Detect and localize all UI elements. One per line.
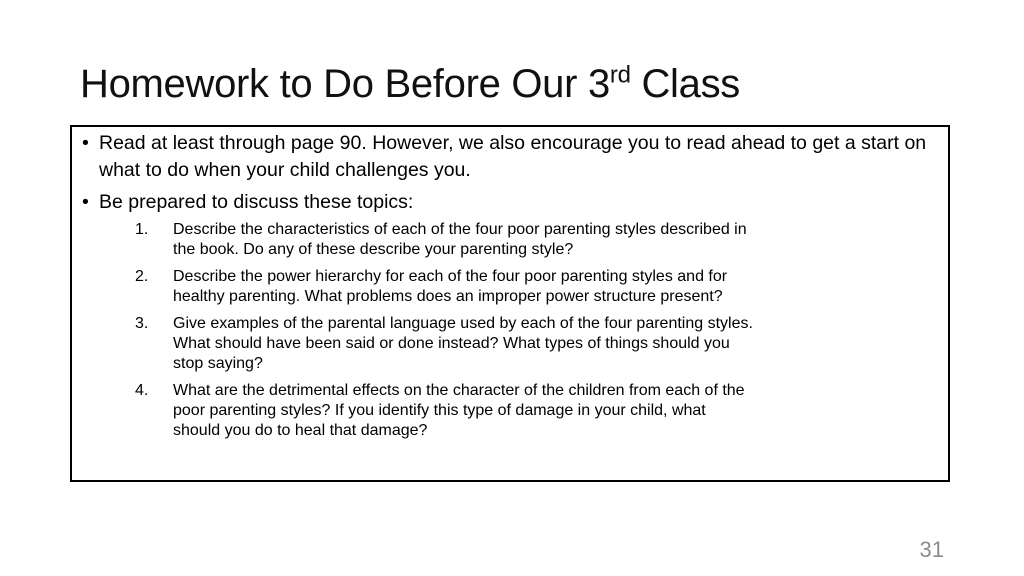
topic-number: 4. — [135, 382, 149, 399]
bullet-item-discussion-text: Be prepared to discuss these topics: — [99, 191, 414, 213]
topic-number: 2. — [135, 268, 149, 285]
topic-item — [99, 267, 934, 307]
topic-item — [99, 314, 934, 374]
slide-title — [80, 58, 960, 110]
topic-text: What are the detrimental effects on the character of the children from each of the poor parenting styles? If you identify this type of damage in your child, what should you do to heal that damage? — [173, 382, 745, 439]
content-box — [70, 125, 950, 482]
topic-number: 3. — [135, 315, 149, 332]
topic-item — [99, 381, 934, 441]
slide-number: 31 — [919, 537, 944, 562]
slide-title-text: Homework to Do Before Our 3 — [80, 62, 610, 106]
topic-list — [99, 220, 934, 441]
slide-title-superscript: rd — [609, 61, 631, 89]
topic-number: 1. — [135, 221, 149, 238]
slide-title-suffix: Class — [630, 62, 740, 106]
bullet-item-reading: • Read at least through page 90. However, we also encourage you to read ahead to get a start on what to do when your child challenges you. — [82, 130, 934, 184]
topic-text: Describe the power hierarchy for each of the four poor parenting styles and for healthy parenting. What problems does an improper power structure present? — [173, 268, 728, 305]
topic-text: Describe the characteristics of each of the four poor parenting styles described in the book. Do any of these describe your parenting style? — [173, 221, 747, 258]
topic-item — [99, 220, 934, 260]
topic-text: Give examples of the parental language used by each of the four parenting styles. What should have been said or done instead? What types of things should you stop saying? — [173, 315, 753, 372]
bullet-item-discussion — [82, 189, 934, 441]
bullet-list — [82, 130, 934, 441]
